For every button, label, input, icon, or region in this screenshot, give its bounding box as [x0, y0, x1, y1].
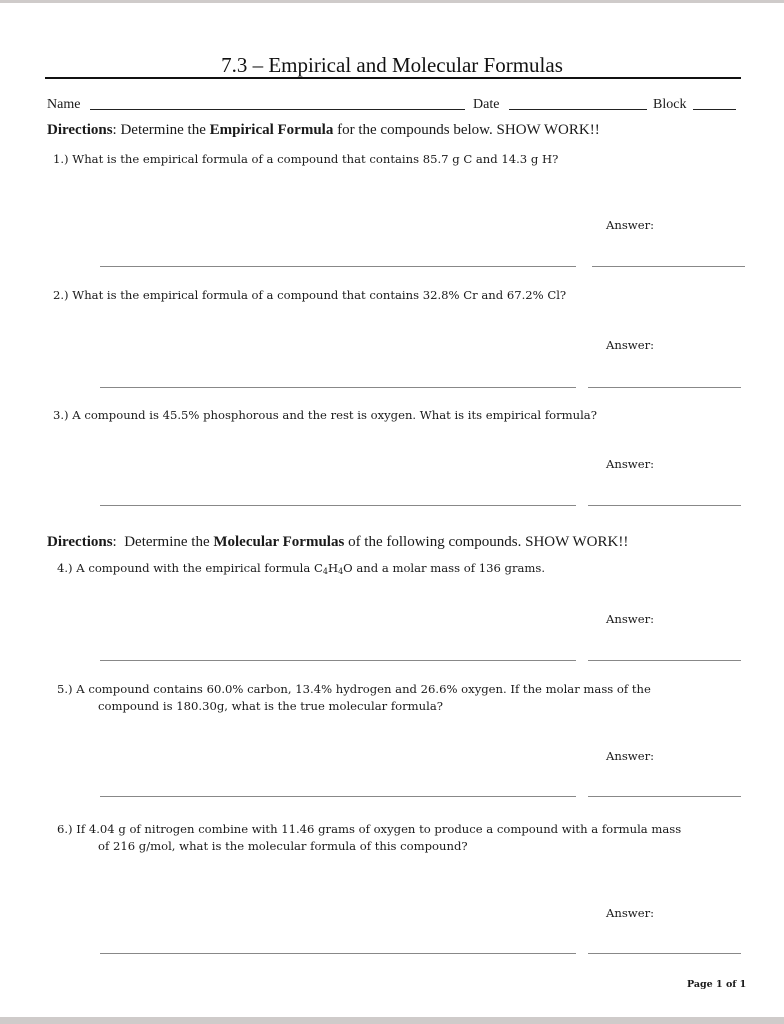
- molecular-directions: Directions: Determine the Molecular Formulas of the following compounds. SHOW WORK!!: [47, 534, 629, 550]
- work-line-4[interactable]: [100, 660, 576, 661]
- answer-line-4[interactable]: [588, 660, 741, 661]
- name-label: Name: [47, 97, 81, 112]
- answer-label-6: Answer:: [606, 906, 655, 920]
- answer-line-1[interactable]: [592, 266, 745, 267]
- question-6-continued: of 216 g/mol, what is the molecular formula of this compound?: [98, 839, 468, 853]
- work-line-3[interactable]: [100, 505, 576, 506]
- answer-line-6[interactable]: [588, 953, 741, 954]
- answer-line-2[interactable]: [588, 387, 741, 388]
- answer-label-2: Answer:: [606, 338, 655, 352]
- question-1: 1.) What is the empirical formula of a compound that contains 85.7 g C and 14.3 g H?: [53, 152, 559, 166]
- block-blank[interactable]: [693, 109, 736, 110]
- question-4: 4.) A compound with the empirical formula $C_4H_4O$ and a molar mass of 136 grams.: [57, 561, 546, 576]
- answer-label-1: Answer:: [606, 218, 655, 232]
- work-line-2[interactable]: [100, 387, 576, 388]
- question-6: 6.) If 4.04 g of nitrogen combine with 11.46 grams of oxygen to produce a compound with a formula mass: [57, 822, 682, 836]
- answer-line-3[interactable]: [588, 505, 741, 506]
- empirical-directions: Directions: Determine the Empirical Formula for the compounds below. SHOW WORK!!: [47, 122, 600, 138]
- answer-label-5: Answer:: [606, 749, 655, 763]
- page-title: 7.3 – Empirical and Molecular Formulas: [221, 53, 563, 77]
- question-2: 2.) What is the empirical formula of a compound that contains 32.8% Cr and 67.2% Cl?: [53, 288, 567, 302]
- work-line-5[interactable]: [100, 796, 576, 797]
- name-blank[interactable]: [90, 109, 465, 110]
- answer-label-3: Answer:: [606, 457, 655, 471]
- answer-label-4: Answer:: [606, 612, 655, 626]
- page-number: Page 1 of 1: [687, 979, 747, 990]
- question-5-continued: compound is 180.30g, what is the true molecular formula?: [98, 699, 443, 713]
- work-line-6[interactable]: [100, 953, 576, 954]
- worksheet-page: [0, 3, 784, 1017]
- date-label: Date: [473, 97, 500, 112]
- answer-line-5[interactable]: [588, 796, 741, 797]
- block-label: Block: [653, 97, 687, 112]
- title-underline: [45, 77, 741, 79]
- work-line-1[interactable]: [100, 266, 576, 267]
- question-5: 5.) A compound contains 60.0% carbon, 13.4% hydrogen and 26.6% oxygen. If the molar mass of the: [57, 682, 651, 696]
- question-3: 3.) A compound is 45.5% phosphorous and the rest is oxygen. What is its empirical formula?: [53, 408, 597, 422]
- date-blank[interactable]: [509, 109, 647, 110]
